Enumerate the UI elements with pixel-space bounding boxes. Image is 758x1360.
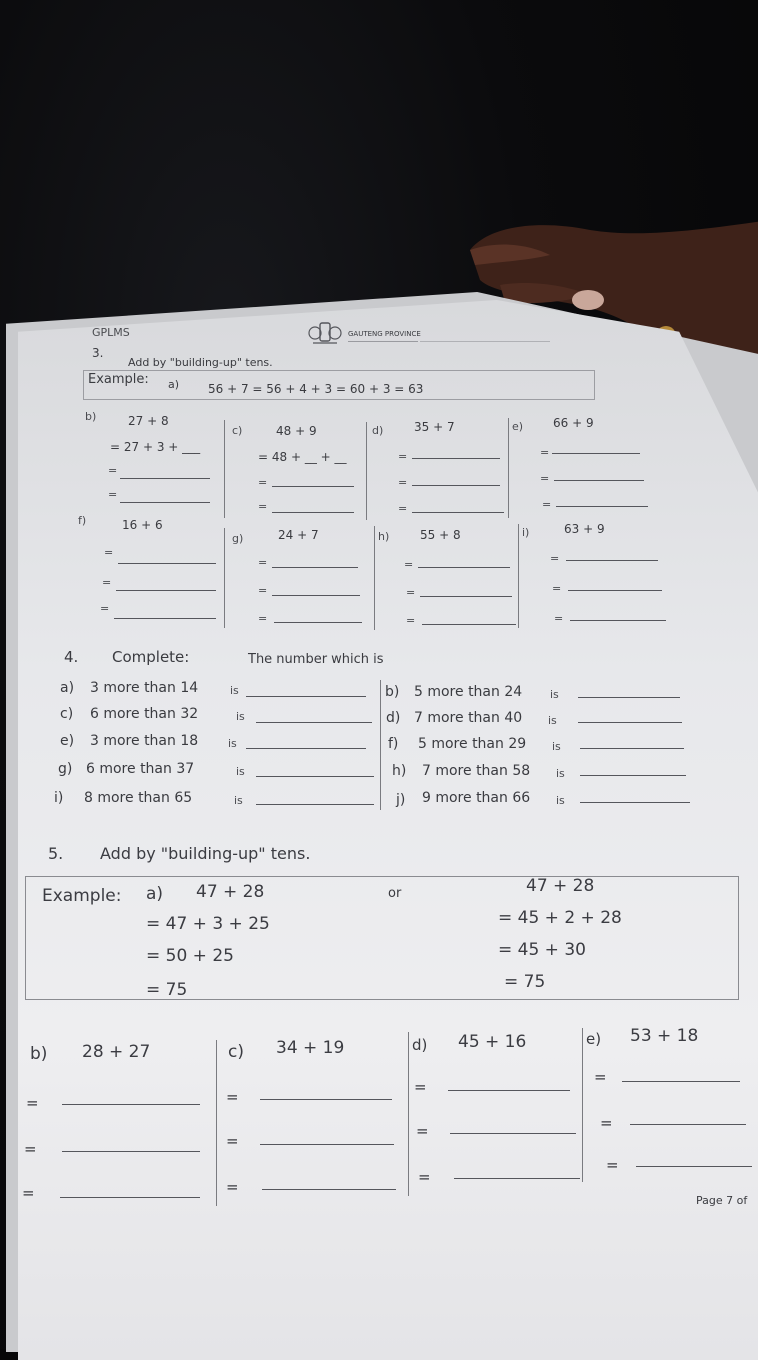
answer-blank[interactable] [114, 618, 216, 619]
column-divider [508, 418, 509, 518]
q5-equals: = [594, 1068, 607, 1086]
answer-blank[interactable] [256, 776, 374, 777]
q3-equals: = [542, 498, 552, 511]
answer-blank[interactable] [580, 748, 684, 749]
q5-left-line: = 47 + 3 + 25 [146, 914, 270, 934]
answer-blank[interactable] [630, 1124, 746, 1125]
q3-item-expr: 55 + 8 [420, 528, 461, 542]
q3-equals: = [552, 582, 562, 595]
answer-blank[interactable] [262, 1189, 396, 1190]
header-province: GAUTENG PROVINCE [348, 330, 421, 338]
column-divider [216, 1040, 217, 1206]
q5-right-line: = 45 + 30 [498, 940, 586, 960]
answer-blank[interactable] [636, 1166, 752, 1167]
answer-blank[interactable] [554, 480, 644, 481]
q4-item-text: 5 more than 24 [414, 684, 523, 700]
answer-blank[interactable] [260, 1144, 394, 1145]
q3-item-expr: 66 + 9 [553, 416, 594, 430]
answer-blank[interactable] [246, 748, 366, 749]
q5-item-letter: d) [412, 1036, 428, 1054]
answer-blank[interactable] [420, 596, 512, 597]
q5-number: 5. [48, 844, 64, 863]
q3-equals: = [108, 488, 118, 501]
answer-blank[interactable] [260, 1099, 392, 1100]
q5-left-line: = 75 [146, 980, 188, 1000]
q3-equals: = [258, 584, 268, 597]
q4-item-letter: h) [392, 763, 407, 779]
q4-item-is: is [550, 688, 559, 701]
q3-equals: = [554, 612, 564, 625]
header-org: GPLMS [92, 326, 130, 339]
q3-item-expr: 63 + 9 [564, 522, 605, 536]
q4-item-text: 3 more than 18 [90, 733, 199, 749]
q3-example-letter: a) [168, 378, 180, 391]
answer-blank[interactable] [580, 775, 686, 776]
answer-blank[interactable] [578, 722, 682, 723]
column-divider [518, 524, 519, 628]
q4-item-is: is [552, 740, 561, 753]
q3-equals: = [550, 552, 560, 565]
answer-blank[interactable] [412, 485, 500, 486]
q4-item-is: is [230, 684, 239, 697]
answer-blank[interactable] [116, 590, 216, 591]
q5-item-letter: e) [586, 1030, 602, 1048]
q4-item-is: is [228, 737, 237, 750]
q5-item-expr: 45 + 16 [458, 1032, 527, 1052]
q3-equals: = [102, 576, 112, 589]
q4-item-text: 9 more than 66 [422, 790, 531, 806]
q5-right-line: 47 + 28 [526, 876, 595, 896]
q3-item-letter: g) [232, 532, 244, 545]
q3-equals: = [258, 476, 268, 489]
q5-left-line: = 50 + 25 [146, 946, 234, 966]
q3-item-step: = 27 + 3 + ___ [110, 440, 201, 454]
answer-blank[interactable] [246, 696, 366, 697]
q3-item-letter: f) [78, 514, 87, 527]
answer-blank[interactable] [272, 512, 354, 513]
q5-equals: = [418, 1168, 431, 1186]
q4-item-letter: e) [60, 733, 75, 749]
answer-blank[interactable] [60, 1197, 200, 1198]
column-divider [380, 680, 381, 810]
q3-item-expr: 35 + 7 [414, 420, 455, 434]
q4-item-text: 7 more than 40 [414, 710, 523, 726]
answer-blank[interactable] [118, 563, 216, 564]
q5-equals: = [24, 1140, 37, 1158]
q4-item-text: 5 more than 29 [418, 736, 527, 752]
answer-blank[interactable] [412, 458, 500, 459]
answer-blank[interactable] [578, 697, 680, 698]
column-divider [408, 1032, 409, 1196]
answer-blank[interactable] [272, 595, 360, 596]
q5-equals: = [600, 1114, 613, 1132]
answer-blank[interactable] [552, 453, 640, 454]
q5-equals: = [226, 1178, 239, 1196]
q3-example-text: 56 + 7 = 56 + 4 + 3 = 60 + 3 = 63 [208, 382, 424, 396]
q5-instruction: Add by "building-up" tens. [100, 844, 311, 863]
answer-blank[interactable] [422, 624, 516, 625]
q4-item-letter: b) [385, 684, 400, 700]
coat-of-arms-logo [307, 319, 343, 347]
q4-item-text: 3 more than 14 [90, 680, 199, 696]
answer-blank[interactable] [556, 506, 648, 507]
header-rule [348, 341, 418, 342]
worksheet-page [18, 300, 758, 1360]
q4-item-letter: f) [388, 736, 399, 752]
column-divider [582, 1028, 583, 1182]
q4-number: 4. [64, 648, 79, 666]
q3-item-expr: 16 + 6 [122, 518, 163, 532]
q3-equals: = [406, 614, 416, 627]
answer-blank[interactable] [120, 502, 210, 503]
header-rule-right [420, 341, 550, 342]
q5-item-letter: c) [228, 1042, 244, 1062]
q3-item-letter: c) [232, 424, 243, 437]
q3-equals: = [100, 602, 110, 615]
q4-item-text: 7 more than 58 [422, 763, 531, 779]
q4-subtitle: The number which is [248, 652, 384, 667]
q4-item-is: is [556, 794, 565, 807]
q3-equals: = [398, 502, 408, 515]
q5-equals: = [606, 1156, 619, 1174]
q3-equals: = [398, 450, 408, 463]
q5-left-line: 47 + 28 [196, 882, 265, 902]
column-divider [224, 420, 225, 518]
q4-item-letter: c) [60, 706, 74, 722]
q3-item-letter: i) [522, 526, 530, 539]
q3-instruction: Add by "building-up" tens. [128, 356, 273, 369]
q3-item-letter: d) [372, 424, 384, 437]
answer-blank[interactable] [62, 1151, 200, 1152]
q5-equals: = [226, 1088, 239, 1106]
q4-item-is: is [236, 710, 245, 723]
q3-equals: = [258, 612, 268, 625]
q3-equals: = [404, 558, 414, 571]
q5-equals: = [26, 1094, 39, 1112]
q3-equals: = [540, 472, 550, 485]
q3-item-letter: e) [512, 420, 524, 433]
q3-example-label: Example: [88, 372, 149, 387]
q4-item-letter: j) [396, 792, 406, 808]
answer-blank[interactable] [450, 1133, 576, 1134]
q4-item-text: 6 more than 37 [86, 761, 195, 777]
column-divider [366, 422, 367, 520]
q4-item-is: is [236, 765, 245, 778]
q3-item-expr: 27 + 8 [128, 414, 169, 428]
q4-item-letter: a) [60, 680, 75, 696]
q4-title: Complete: [112, 648, 190, 666]
answer-blank[interactable] [256, 804, 374, 805]
q4-item-text: 8 more than 65 [84, 790, 193, 806]
q4-item-letter: i) [54, 790, 64, 806]
q4-item-text: 6 more than 32 [90, 706, 199, 722]
q3-equals: = [258, 500, 268, 513]
q3-item-expr: 24 + 7 [278, 528, 319, 542]
q3-item-letter: b) [85, 410, 97, 423]
q4-item-letter: d) [386, 710, 401, 726]
answer-blank[interactable] [412, 512, 504, 513]
q3-equals: = [258, 556, 268, 569]
answer-blank[interactable] [570, 620, 666, 621]
column-divider [374, 526, 375, 630]
q5-or: or [388, 886, 402, 901]
answer-blank[interactable] [274, 622, 362, 623]
q3-number: 3. [92, 346, 104, 360]
q3-item-letter: h) [378, 530, 390, 543]
answer-blank[interactable] [256, 722, 372, 723]
answer-blank[interactable] [622, 1081, 740, 1082]
q4-item-is: is [556, 767, 565, 780]
column-divider [224, 528, 225, 628]
q5-example-letter: a) [146, 884, 164, 904]
answer-blank[interactable] [568, 590, 662, 591]
q4-item-is: is [234, 794, 243, 807]
answer-blank[interactable] [272, 486, 354, 487]
answer-blank[interactable] [418, 567, 510, 568]
answer-blank[interactable] [62, 1104, 200, 1105]
q5-item-letter: b) [30, 1044, 48, 1064]
q5-right-line: = 75 [504, 972, 546, 992]
q5-equals: = [414, 1078, 427, 1096]
answer-blank[interactable] [580, 802, 690, 803]
q3-equals: = [406, 586, 416, 599]
q3-equals: = [108, 464, 118, 477]
q3-equals: = [398, 476, 408, 489]
answer-blank[interactable] [120, 478, 210, 479]
q3-item-step: = 48 + __ + __ [258, 450, 347, 464]
q5-item-expr: 53 + 18 [630, 1026, 699, 1046]
page-number: Page 7 of [696, 1194, 748, 1207]
q5-equals: = [22, 1184, 35, 1202]
answer-blank[interactable] [566, 560, 658, 561]
q4-item-letter: g) [58, 761, 73, 777]
q5-example-box [25, 876, 739, 1000]
q5-right-line: = 45 + 2 + 28 [498, 908, 622, 928]
answer-blank[interactable] [448, 1090, 570, 1091]
q3-equals: = [540, 446, 550, 459]
q3-item-expr: 48 + 9 [276, 424, 317, 438]
q4-item-is: is [548, 714, 557, 727]
q3-equals: = [104, 546, 114, 559]
q5-item-expr: 28 + 27 [82, 1042, 151, 1062]
q5-item-expr: 34 + 19 [276, 1038, 345, 1058]
q5-example-label: Example: [42, 886, 122, 906]
q5-equals: = [416, 1122, 429, 1140]
answer-blank[interactable] [454, 1178, 580, 1179]
q5-equals: = [226, 1132, 239, 1150]
answer-blank[interactable] [272, 567, 358, 568]
